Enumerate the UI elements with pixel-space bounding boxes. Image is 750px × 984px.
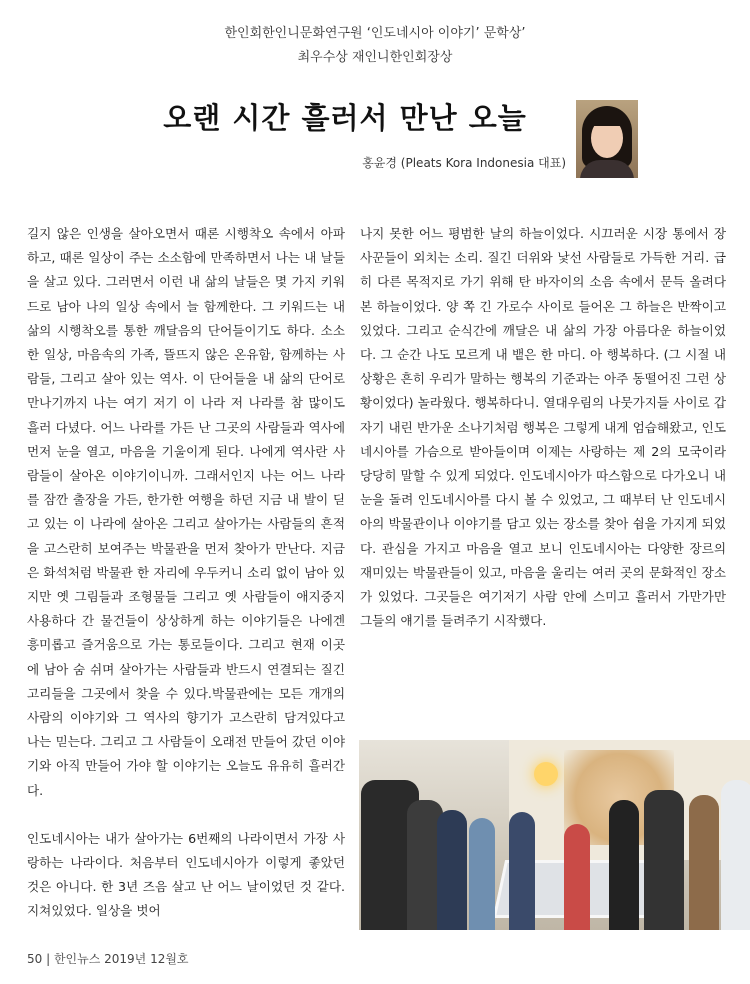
- header-prize-line: 최우수상 재인니한인회장상: [297, 50, 453, 65]
- paragraph: 인도네시아는 내가 살아가는 6번째의 나라이면서 가장 사랑하는 나라이다. 처음부터 인도네시아가 이렇게 좋았던 것은 아니다. 한 3년 즈음 살고 난 어느 날이었던 것 같다. 지쳐있었다. 일상을 벗어: [27, 830, 345, 919]
- author-photo: [576, 100, 638, 178]
- article-body-right-column: [360, 222, 726, 633]
- header-award-line: 한인회한인니문화연구원 ‘인도네시아 이야기’ 문학상’: [224, 26, 526, 41]
- author-byline: 홍윤경 (Pleats Kora Indonesia 대표): [362, 156, 566, 170]
- paragraph: 나지 못한 어느 평범한 날의 하늘이었다. 시끄러운 시장 통에서 장사꾼들이 외치는 소리. 질긴 더위와 낯선 사람들로 가득한 거리. 급히 다른 목적지로 가기 위해 탄 바자이의 소음 속에서 문득 올려다본 하늘이었다. 양 쪽 긴 가로수 사이로 들어온 그 하늘은 반짝이고 있었다. 그리고 순식간에 깨달은 내 삶의 가장 아름다운 하늘이었다. 그 순간 나도 모르게 내 뱉은 한 마디. 아 행복하다. (그 시절 내 상황은 흔히 우리가 말하는 행복의 기준과는 아주 동떨어진 그런 상황이었다) 놀라웠다. 행복하다니. 열대우림의 나뭇가지들 사이로 갑자기 내린 반가운 소나기처럼 행복은 그렇게 내게 엄습해왔고, 인도네시아를 가슴으로 받아들이며 이제는 사랑하는 제 2의 모국이라 당당히 말할 수 있게 되었다. 인도네시아가 따스함으로 다가오니 내 눈을 돌려 인도네시아를 다시 볼 수 있었고, 그 때부터 난 인도네시아의 박물관이나 이야기를 담고 있는 장소를 찾아 쉼을 가지게 되었다. 관심을 가지고 마음을 열고 보니 인도네시아는 다양한 장르의 재미있는 박물관들이 있고, 마음을 울리는 여러 곳의 문화적인 장소가 있었다. 그곳들은 여기저기 사람 안에 스미고 흘러서 가만가만 그들의 얘기를 들려주기 시작했다.: [360, 226, 726, 629]
- museum-visit-photo: [359, 740, 750, 930]
- article-body-left-column: [27, 222, 345, 924]
- article-title: 오랜 시간 흘러서 만난 오늘: [163, 101, 527, 135]
- paragraph: 길지 않은 인생을 살아오면서 때론 시행착오 속에서 아파하고, 때론 일상이 주는 소소함에 만족하면서 나는 내 날들을 살고 있다. 그러면서 이런 내 삶의 날들은 몇 가지 키워드로 남아 나의 일상 속에서 늘 함께한다. 그 키워드는 내 삶의 시행착오를 통한 깨달음의 단어들이기도 하다. 소소한 일상, 마음속의 가족, 뜰뜨지 않은 온유함, 함께하는 사람들, 그리고 살아 있는 역사. 이 단어들을 내 삶의 단어로 만나기까지 나는 여기 저기 이 나라 저 나라를 참 많이도 흘러 다녔다. 어느 나라를 가든 난 그곳의 사람들과 역사에 먼저 눈을 열고, 마음을 기울이게 된다. 나에게 역사란 사람들이 살아온 이야기이니까. 그래서인지 나는 어느 나라를 잠깐 출장을 가든, 한가한 여행을 하던 지금 내 발이 딛고 있는 이 나라에 살아온 그리고 살아가는 사람들의 흔적을 고스란히 보여주는 박물관을 먼저 찾아가 만난다. 지금은 화석처럼 박물관 한 자리에 우두커니 소리 없이 남아 있지만 옛 그림들과 조형물들 그리고 옛 사람들이 애지중지 사용하다 간 물건들이 상상하게 하는 이야기들은 나에겐 흥미롭고 즐거움으로 가는 통로들이다. 그리고 현재 이곳에 남아 숨 쉬며 살아가는 사람들과 반드시 연결되는 질긴 고리들을 그곳에서 찾을 수 있다.박물관에는 모든 개개의 사람의 이야기와 그 역사의 향기가 고스란히 담겨있다고 나는 믿는다. 그리고 그 사람들이 오래전 만들어 갔던 이야기와 아직 만들어 가야 할 이야기는 오늘도 유유히 흘러간다.: [27, 226, 345, 798]
- page-footer: 50 | 한인뉴스 2019년 12월호: [27, 952, 189, 966]
